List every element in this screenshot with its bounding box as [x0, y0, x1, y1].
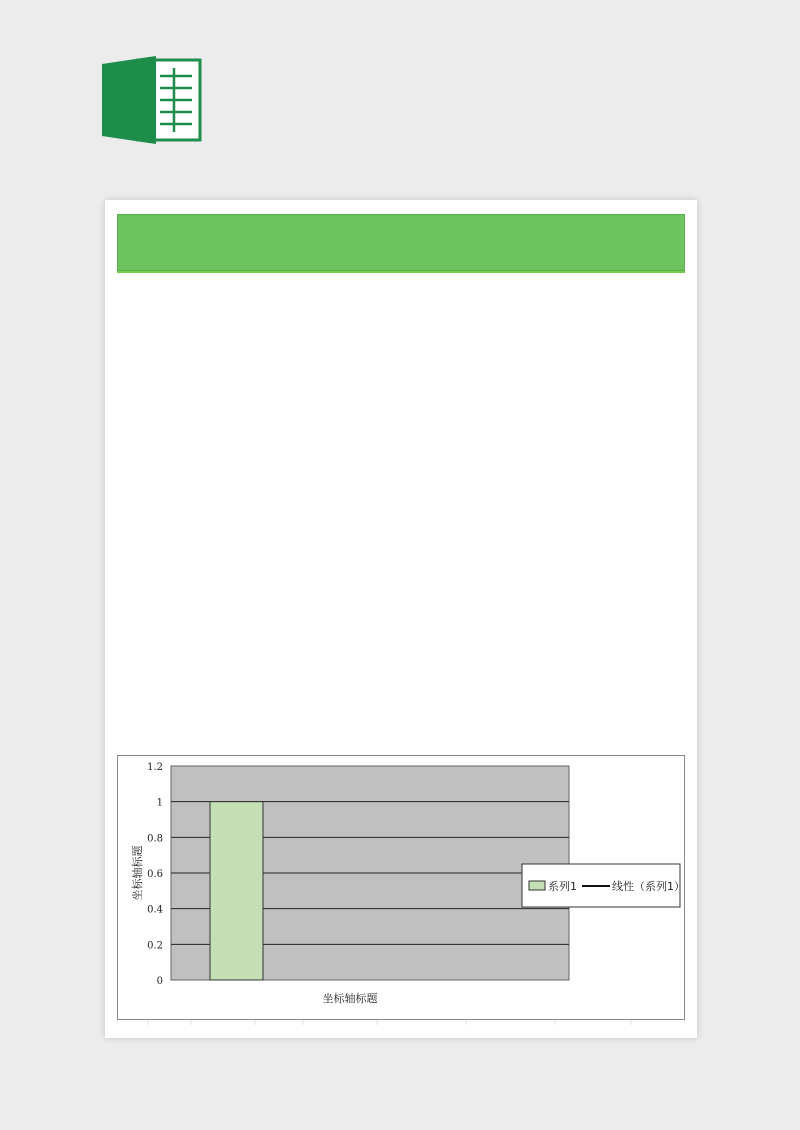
data-bar [210, 802, 263, 980]
y-tick-label: 1 [156, 797, 163, 809]
sheet-title [117, 214, 685, 271]
y-axis-title: 坐标轴标题 [131, 845, 144, 901]
excel-logo-icon [100, 54, 204, 146]
x-axis-title: 坐标轴标题 [322, 992, 378, 1005]
y-tick-label: 0.4 [147, 904, 163, 916]
y-tick-label: 0.8 [147, 833, 163, 845]
sheet-bottom-border [117, 271, 685, 273]
y-tick-label: 0.6 [147, 869, 163, 880]
spreadsheet [117, 214, 685, 273]
y-tick-label: 0.2 [147, 940, 163, 952]
legend-label-trendline: 线性（系列1） [612, 880, 685, 893]
bar-chart [117, 755, 685, 1020]
legend-label-series: 系列1 [548, 880, 577, 893]
legend-swatch-series [529, 881, 545, 890]
y-tick-label: 1.2 [147, 762, 163, 773]
y-tick-label: 0 [156, 976, 163, 987]
